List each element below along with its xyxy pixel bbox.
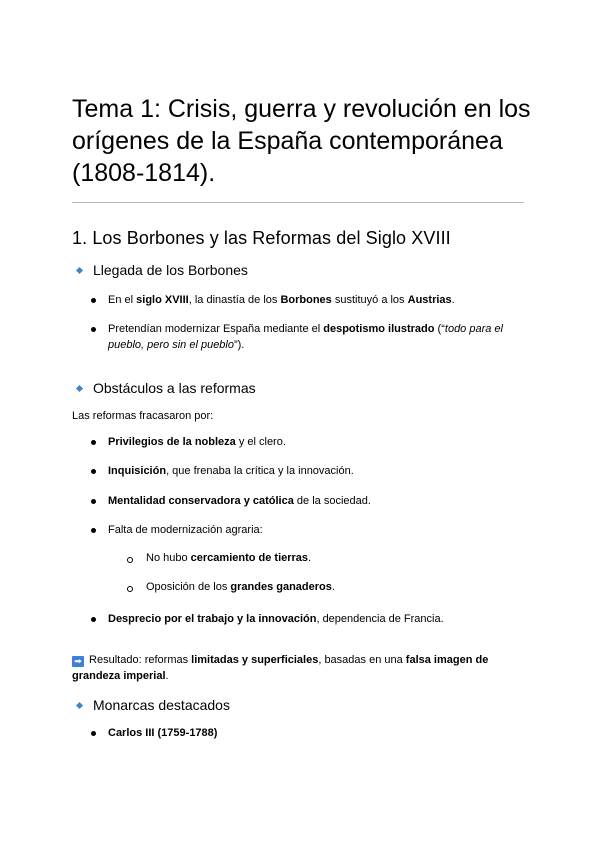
bold-run: despotismo ilustrado (323, 323, 435, 335)
text-run: , que frenaba la crítica y la innovación. (166, 465, 354, 477)
paragraph-intro: Las reformas fracasaron por: (72, 410, 214, 422)
text-run: , basadas en una (318, 654, 406, 666)
text-run: , dependencia de Francia. (316, 613, 444, 625)
text-run: . (451, 294, 455, 306)
text-run: y el clero. (235, 436, 286, 448)
bold-run: Privilegios de la nobleza (108, 436, 236, 448)
bold-run: cercamiento de tierras (190, 552, 309, 564)
text-run: Oposición de los (146, 581, 231, 593)
bold-run: Inquisición (108, 465, 167, 477)
bold-run: grandes ganaderos (230, 581, 332, 593)
sub-list-item (146, 581, 335, 593)
subheading-label: Llegada de los Borbones (93, 262, 248, 278)
bullet-icon (91, 327, 96, 332)
italic-run: todo para el pueblo, pero sin el pueblo (108, 323, 503, 351)
bullet-icon (91, 469, 96, 474)
list-item (108, 434, 528, 450)
text-run: . (331, 581, 335, 593)
bold-run: Borbones (280, 294, 332, 306)
bullet-icon (91, 731, 96, 736)
bullet-icon (91, 617, 96, 622)
bold-run: Desprecio por el trabajo y la innovación (108, 613, 317, 625)
subheading-label: Obstáculos a las reformas (93, 380, 256, 396)
subheading-monarcas (76, 697, 230, 713)
bullet-icon (91, 528, 96, 533)
section-heading: 1. Los Borbones y las Reformas del Siglo XVIII (72, 228, 451, 248)
hollow-bullet-icon (127, 586, 133, 592)
bold-run: Carlos III (1759-1788) (108, 727, 218, 739)
text-run: ”). (233, 339, 245, 351)
subheading-llegada (76, 262, 248, 278)
diamond-bullet-icon (76, 701, 83, 708)
bold-run: siglo XVIII (136, 294, 189, 306)
text-run: , la dinastía de los (188, 294, 281, 306)
text-run: Pretendían modernizar España mediante el (108, 323, 324, 335)
subheading-obstaculos (76, 380, 256, 396)
bold-run: Mentalidad conservadora y católica (108, 495, 294, 507)
text-run: No hubo (146, 552, 191, 564)
text-run: Falta de modernización agraria: (108, 524, 263, 536)
right-arrow-icon: ➡ (72, 656, 84, 667)
result-paragraph (72, 652, 512, 684)
list-item (108, 321, 518, 353)
text-run: de la sociedad. (293, 495, 371, 507)
list-item (108, 522, 528, 538)
bold-run: Austrias (407, 294, 452, 306)
list-item (108, 611, 528, 627)
text-run: . (165, 670, 169, 682)
list-item (108, 493, 528, 509)
text-run: En el (108, 294, 137, 306)
text-run: sustituyó a los (331, 294, 408, 306)
bullet-icon (91, 440, 96, 445)
text-run: . (308, 552, 312, 564)
sub-list-item (146, 552, 311, 564)
text-run: (“ (434, 323, 445, 335)
diamond-bullet-icon (76, 266, 83, 273)
list-item (108, 725, 528, 741)
bold-run: falsa imagen de grandeza imperial (72, 654, 489, 682)
list-item (108, 463, 528, 479)
diamond-bullet-icon (76, 384, 83, 391)
bullet-icon (91, 499, 96, 504)
bullet-icon (91, 298, 96, 303)
bold-run: limitadas y superficiales (191, 654, 319, 666)
document-title: Tema 1: Crisis, guerra y revolución en los orígenes de la España contemporánea (1808-1814). (72, 95, 531, 187)
list-item (108, 292, 528, 308)
hollow-bullet-icon (127, 557, 133, 563)
subheading-label: Monarcas destacados (93, 697, 230, 713)
text-run: Resultado: reformas (86, 654, 192, 666)
horizontal-rule (72, 202, 524, 203)
